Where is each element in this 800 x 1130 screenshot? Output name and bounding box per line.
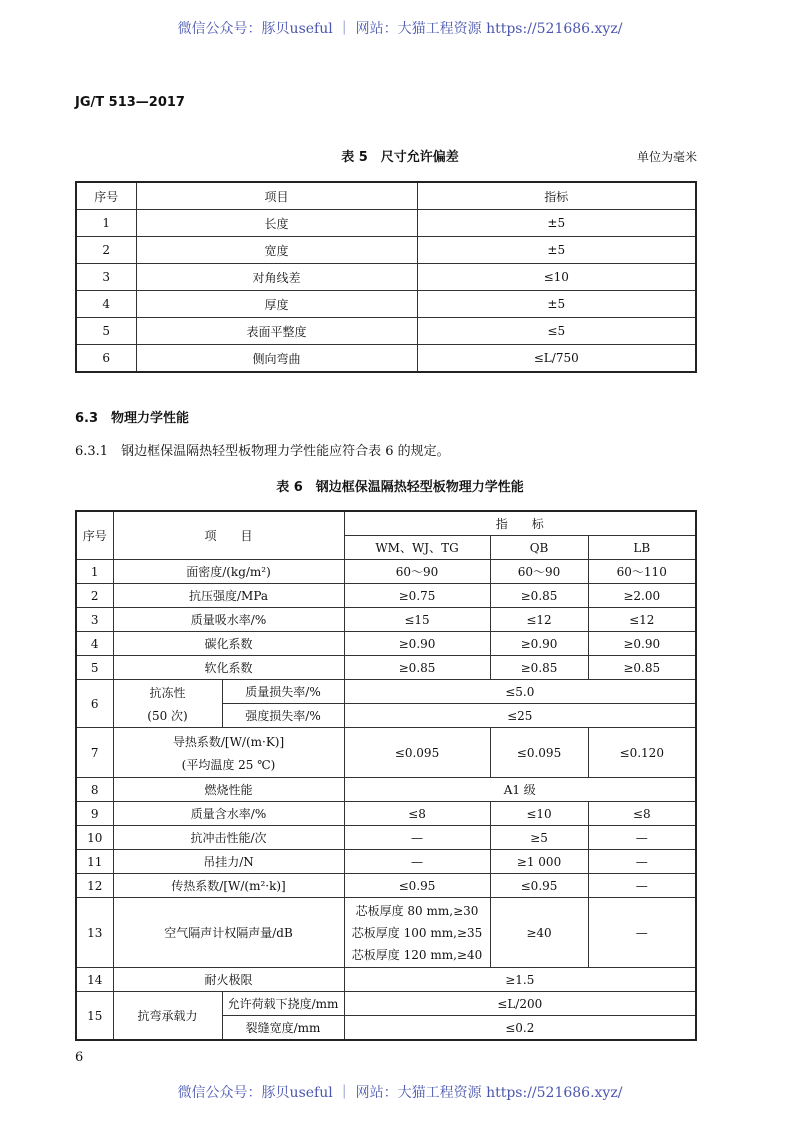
- cell: —: [588, 874, 696, 898]
- cell: 1: [76, 210, 136, 237]
- table-row: [76, 608, 696, 632]
- cell: ≤L/750: [417, 345, 696, 373]
- cell: ≤L/200: [344, 992, 696, 1016]
- cell: 60～110: [588, 560, 696, 584]
- cell: ≤12: [588, 608, 696, 632]
- table-row: [76, 656, 696, 680]
- table-row: [76, 802, 696, 826]
- cell: 吊挂力/N: [113, 850, 344, 874]
- cell: ≤0.095: [490, 728, 588, 778]
- cell: ±5: [417, 291, 696, 318]
- table-row: [76, 318, 696, 345]
- cell: ≤10: [490, 802, 588, 826]
- table-row: [76, 874, 696, 898]
- page-number: 6: [75, 1050, 84, 1065]
- cell: ≥0.85: [588, 656, 696, 680]
- table-row: [76, 210, 696, 237]
- cell: 5: [76, 656, 113, 680]
- table5: [75, 181, 697, 373]
- cell-line: 芯板厚度 100 mm,≥35: [351, 925, 483, 940]
- table-row: [76, 992, 696, 1016]
- cell: 60～90: [490, 560, 588, 584]
- cell: ≥5: [490, 826, 588, 850]
- cell: 3: [76, 608, 113, 632]
- cell: ≥0.85: [490, 656, 588, 680]
- cell: 10: [76, 826, 113, 850]
- cell: 9: [76, 802, 113, 826]
- cell: 2: [76, 584, 113, 608]
- cell-line: 导热系数/[W/(m·K)]: [172, 734, 285, 749]
- cell: 6: [76, 345, 136, 373]
- cell: 12: [76, 874, 113, 898]
- cell: 8: [76, 778, 113, 802]
- table-row: [76, 584, 696, 608]
- cell: 软化系数: [113, 656, 344, 680]
- cell: 裂缝宽度/mm: [222, 1016, 344, 1041]
- cell: 燃烧性能: [113, 778, 344, 802]
- cell: 质量吸水率/%: [113, 608, 344, 632]
- cell: 6: [76, 680, 113, 728]
- cell: 对角线差: [136, 264, 417, 291]
- cell: 13: [76, 898, 113, 968]
- cell-line: 芯板厚度 80 mm,≥30: [355, 903, 479, 918]
- cell: 60～90: [344, 560, 490, 584]
- table5-title: 表 5 尺寸允许偏差: [341, 150, 459, 165]
- cell: 2: [76, 237, 136, 264]
- header-cell: 项 目: [113, 511, 344, 560]
- cell-line: 芯板厚度 120 mm,≥40: [351, 947, 483, 962]
- header-cell: 指 标: [344, 511, 696, 536]
- table-header: [76, 182, 696, 210]
- cell: 面密度/(kg/m²): [113, 560, 344, 584]
- clause-text: 6.3.1 钢边框保温隔热轻型板物理力学性能应符合表 6 的规定。: [75, 444, 450, 459]
- watermark-bottom: 微信公众号：豚贝useful ｜ 网站：大猫工程资源 https://521686.xyz/: [177, 1085, 623, 1101]
- cell: ≤5: [417, 318, 696, 345]
- cell: ≤8: [344, 802, 490, 826]
- cell: ≤5.0: [344, 680, 696, 704]
- cell: ≥0.90: [588, 632, 696, 656]
- cell: 长度: [136, 210, 417, 237]
- cell: ±5: [417, 210, 696, 237]
- cell: ≤25: [344, 704, 696, 728]
- cell: 碳化系数: [113, 632, 344, 656]
- cell: 14: [76, 968, 113, 992]
- cell: ≤8: [588, 802, 696, 826]
- cell: ±5: [417, 237, 696, 264]
- cell: —: [588, 898, 696, 968]
- cell: 抗冲击性能/次: [113, 826, 344, 850]
- cell: 宽度: [136, 237, 417, 264]
- cell: ≤12: [490, 608, 588, 632]
- cell: ≥40: [490, 898, 588, 968]
- cell: 4: [76, 632, 113, 656]
- table-row: [76, 264, 696, 291]
- cell: ≤0.2: [344, 1016, 696, 1041]
- cell: —: [344, 826, 490, 850]
- watermark-top: 微信公众号：豚贝useful ｜ 网站：大猫工程资源 https://521686.xyz/: [177, 21, 623, 37]
- standard-code: JG/T 513—2017: [75, 95, 185, 110]
- cell: 7: [76, 728, 113, 778]
- header-cell: QB: [490, 536, 588, 560]
- cell: ≥0.85: [344, 656, 490, 680]
- cell: [113, 728, 344, 778]
- header-cell: 序号: [76, 511, 113, 560]
- table-row: [76, 728, 696, 778]
- cell: 15: [76, 992, 113, 1041]
- cell: 表面平整度: [136, 318, 417, 345]
- cell: ≥0.90: [344, 632, 490, 656]
- cell: —: [588, 850, 696, 874]
- cell: [344, 898, 490, 968]
- table-row: [76, 778, 696, 802]
- cell: ≥0.85: [490, 584, 588, 608]
- cell: ≤0.95: [344, 874, 490, 898]
- header-cell: 序号: [76, 182, 136, 210]
- table-row: [76, 560, 696, 584]
- table-row: [76, 826, 696, 850]
- cell: 厚度: [136, 291, 417, 318]
- cell: ≥1 000: [490, 850, 588, 874]
- table-row: [76, 968, 696, 992]
- cell: —: [344, 850, 490, 874]
- table-header: [76, 511, 696, 536]
- cell: A1 级: [344, 778, 696, 802]
- cell: 空气隔声计权隔声量/dB: [113, 898, 344, 968]
- cell: ≤0.120: [588, 728, 696, 778]
- cell: —: [588, 826, 696, 850]
- table-row: [76, 632, 696, 656]
- cell: 质量含水率/%: [113, 802, 344, 826]
- cell: 强度损失率/%: [222, 704, 344, 728]
- cell: ≥0.90: [490, 632, 588, 656]
- cell: 1: [76, 560, 113, 584]
- cell: 传热系数/[W/(m²·k)]: [113, 874, 344, 898]
- cell: [113, 680, 222, 728]
- cell: ≤10: [417, 264, 696, 291]
- cell: ≥2.00: [588, 584, 696, 608]
- cell: 5: [76, 318, 136, 345]
- table-row: [76, 345, 696, 373]
- section-heading: 6.3 物理力学性能: [75, 411, 190, 426]
- table-row: [76, 680, 696, 704]
- cell: 允许荷载下挠度/mm: [222, 992, 344, 1016]
- cell: 质量损失率/%: [222, 680, 344, 704]
- table-row: [76, 850, 696, 874]
- header-cell: 项目: [136, 182, 417, 210]
- cell-line: (50 次): [147, 708, 188, 723]
- table5-unit: 单位为毫米: [636, 150, 697, 164]
- cell: ≥1.5: [344, 968, 696, 992]
- cell: 抗弯承载力: [113, 992, 222, 1041]
- table6-title: 表 6 钢边框保温隔热轻型板物理力学性能: [276, 480, 524, 495]
- cell: 抗压强度/MPa: [113, 584, 344, 608]
- header-cell: WM、WJ、TG: [344, 536, 490, 560]
- table-row: [76, 898, 696, 968]
- cell: ≤0.095: [344, 728, 490, 778]
- cell-line: (平均温度 25 ℃): [181, 757, 276, 772]
- cell: ≤0.95: [490, 874, 588, 898]
- table-row: [76, 291, 696, 318]
- cell: ≤15: [344, 608, 490, 632]
- cell: 侧向弯曲: [136, 345, 417, 373]
- cell: 11: [76, 850, 113, 874]
- table6: [75, 510, 697, 1041]
- cell-line: 抗冻性: [149, 685, 186, 700]
- cell: 4: [76, 291, 136, 318]
- table-row: [76, 237, 696, 264]
- cell: ≥0.75: [344, 584, 490, 608]
- header-cell: 指标: [417, 182, 696, 210]
- header-cell: LB: [588, 536, 696, 560]
- cell: 3: [76, 264, 136, 291]
- cell: 耐火极限: [113, 968, 344, 992]
